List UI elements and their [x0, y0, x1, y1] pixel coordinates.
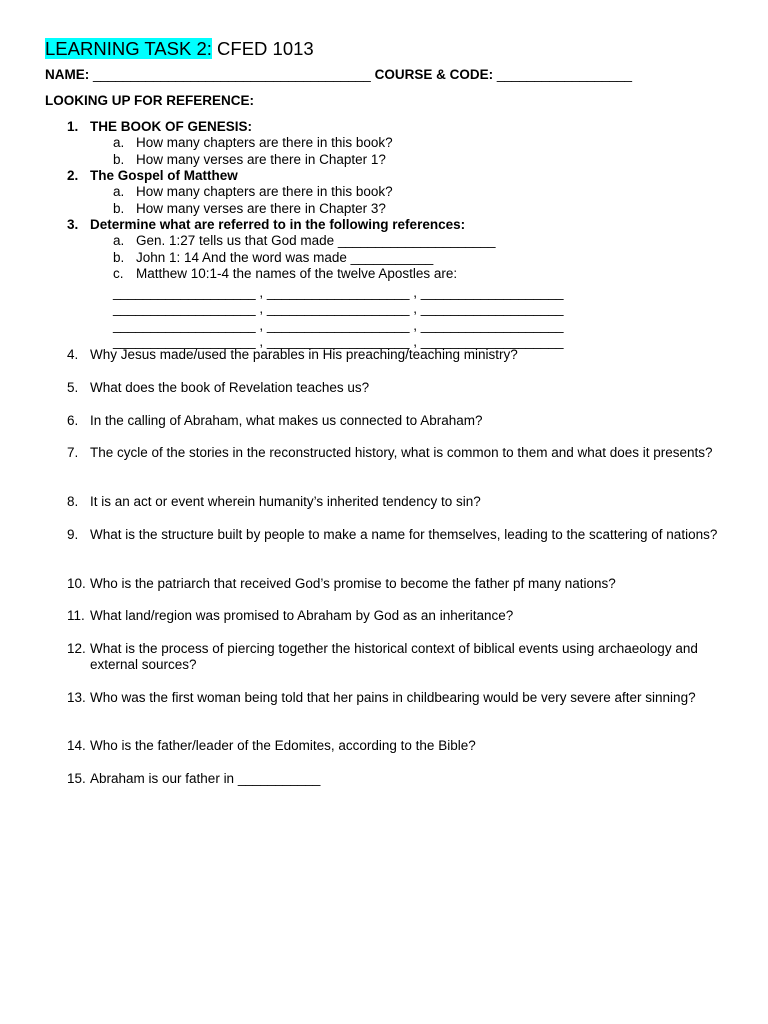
- question-text: What land/region was promised to Abraham by God as an inheritance?: [90, 608, 514, 623]
- question-text: Who is the patriarch that received God’s promise to become the father pf many nations?: [90, 576, 616, 591]
- q2a-label: a.: [113, 184, 125, 199]
- title-highlight: LEARNING TASK 2:: [45, 38, 212, 59]
- name-label: NAME:: [45, 67, 90, 82]
- q2a-text: How many chapters are there in this book?: [136, 184, 393, 199]
- q2b-text: How many verses are there in Chapter 3?: [136, 201, 386, 216]
- q1-text: THE BOOK OF GENESIS:: [90, 119, 253, 134]
- name-course-line: [45, 67, 632, 82]
- question-number: 14.: [67, 738, 86, 753]
- apostles-blank-row: ___________________ , ___________________ , ___________________: [113, 285, 564, 300]
- apostles-blank-row: ___________________ , ___________________ , ___________________: [113, 318, 564, 333]
- q1a-label: a.: [113, 135, 125, 150]
- page-title: [45, 38, 314, 60]
- q1a-text: How many chapters are there in this book?: [136, 135, 393, 150]
- q3c-label: c.: [113, 266, 124, 281]
- q1-number: 1.: [67, 119, 79, 134]
- question-text: Who is the father/leader of the Edomites, according to the Bible?: [90, 738, 476, 753]
- question-number: 15.: [67, 771, 86, 786]
- q3b-text: John 1: 14 And the word was made ___________: [136, 250, 434, 265]
- question-number: 13.: [67, 690, 86, 705]
- name-blank: _____________________________________: [93, 67, 371, 82]
- question-number: 9.: [67, 527, 79, 542]
- q3b-label: b.: [113, 250, 125, 265]
- q2b-label: b.: [113, 201, 125, 216]
- q3a-label: a.: [113, 233, 125, 248]
- question-text: What is the process of piercing together the historical context of biblical events using archaeology and external sources?: [90, 641, 698, 673]
- question-text: In the calling of Abraham, what makes us connected to Abraham?: [90, 413, 483, 428]
- question-number: 11.: [67, 608, 85, 623]
- question-text: Who was the first woman being told that her pains in childbearing would be very severe after sinning?: [90, 690, 696, 705]
- question-number: 6.: [67, 413, 79, 428]
- question-text: What is the structure built by people to make a name for themselves, leading to the scattering of nations?: [90, 527, 718, 542]
- question-number: 12.: [67, 641, 86, 656]
- section-heading: LOOKING UP FOR REFERENCE:: [45, 93, 255, 108]
- apostles-blank-row: ___________________ , ___________________ , ___________________: [113, 301, 564, 316]
- question-text: Why Jesus made/used the parables in His preaching/teaching ministry?: [90, 347, 518, 362]
- question-text: What does the book of Revelation teaches us?: [90, 380, 370, 395]
- course-blank: __________________: [496, 67, 633, 82]
- question-number: 10.: [67, 576, 86, 591]
- apostles-blank-row: ___________________ , ___________________ , ___________________: [113, 334, 564, 349]
- question-text: The cycle of the stories in the reconstructed history, what is common to them and what does it presents?: [90, 445, 713, 460]
- q3c-text: Matthew 10:1-4 the names of the twelve Apostles are:: [136, 266, 458, 281]
- q1b-text: How many verses are there in Chapter 1?: [136, 152, 386, 167]
- question-number: 5.: [67, 380, 79, 395]
- course-label: COURSE & CODE:: [374, 67, 494, 82]
- q2-number: 2.: [67, 168, 79, 183]
- question-number: 8.: [67, 494, 79, 509]
- question-text: Abraham is our father in ___________: [90, 771, 321, 786]
- q1b-label: b.: [113, 152, 125, 167]
- question-number: 7.: [67, 445, 79, 460]
- q3-number: 3.: [67, 217, 79, 232]
- course-code-title: CFED 1013: [217, 38, 314, 59]
- q3-text: Determine what are referred to in the following references:: [90, 217, 466, 232]
- question-text: It is an act or event wherein humanity’s inherited tendency to sin?: [90, 494, 481, 509]
- question-number: 4.: [67, 347, 79, 362]
- q3a-text: Gen. 1:27 tells us that God made _____________________: [136, 233, 496, 248]
- q2-text: The Gospel of Matthew: [90, 168, 238, 183]
